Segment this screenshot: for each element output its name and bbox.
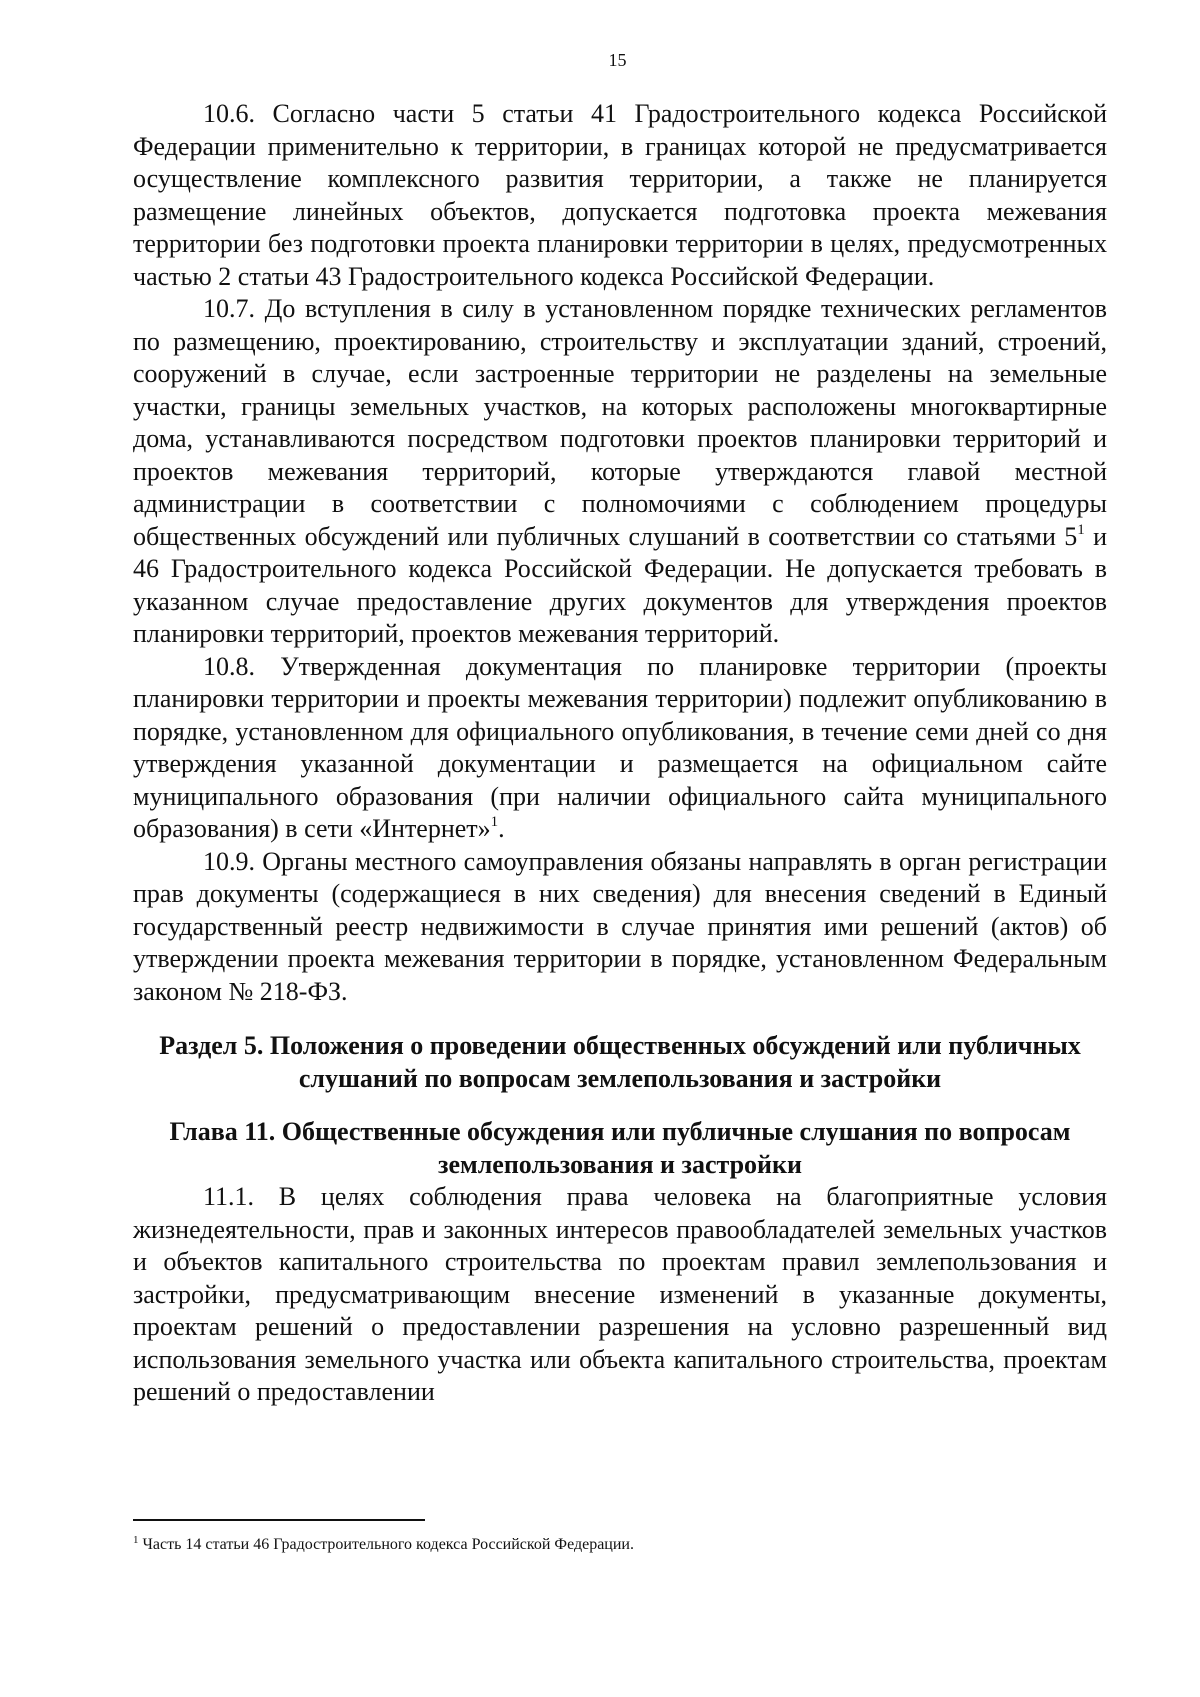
paragraph-10-8-text: 10.8. Утвержденная документация по планировке территории (проекты планировки территории и проекты межевания территории) подлежит опубликованию в порядке, установленном для официального опубликования, в течение семи дней со дня утверждения указанной документации и размещается на официальном сайте муниципального образования (при наличии официального сайта муниципального образования) в сети «Интернет» — [133, 651, 1107, 843]
paragraph-10-6: 10.6. Согласно части 5 статьи 41 Градостроительного кодекса Российской Федерации применительно к территории, в границах которой не предусматривается осуществление комплексного развития территории, а также не планируется размещение линейных объектов, допускается подготовка проекта межевания территории без подготовки проекта планировки территории в целях, предусмотренных частью 2 статьи 43 Градостроительного кодекса Российской Федерации. — [133, 99, 1107, 291]
document-body — [133, 98, 1107, 1409]
paragraph-10-7-text-start: 10.7. До вступления в силу в установленном порядке технических регламентов по размещению, проектированию, строительству и эксплуатации зданий, строений, сооружений в случае, если застроенные территории не разделены на земельные участки, границы земельных участков, на которых расположены многоквартирные дома, устанавливаются посредством подготовки проектов планировки территорий и проектов межевания территорий, которые утверждаются главой местной администрации в соответствии с полномочиями с соблюдением процедуры общественных обсуждений или публичных слушаний в соответствии со статьями 5 — [133, 294, 1107, 551]
paragraph-11-1: 11.1. В целях соблюдения права человека на благоприятные условия жизнедеятельности, прав и законных интересов правообладателей земельных участков и объектов капитального строительства по проектам правил землепользования и застройки, предусматривающим внесение изменений в указанные документы, проектам решений о предоставлении разрешения на условно разрешенный вид использования земельного участка или объекта капитального строительства, проектам решений о предоставлении — [133, 1182, 1107, 1406]
superscript-exponent: 1 — [1077, 521, 1085, 538]
footnote-separator — [133, 1519, 425, 1521]
section-5-heading: Раздел 5. Положения о проведении общественных обсуждений или публичных слушаний по вопросам землепользования и застройки — [159, 1031, 1081, 1093]
paragraph-10-9: 10.9. Органы местного самоуправления обязаны направлять в орган регистрации прав документы (содержащиеся в них сведения) для внесения сведений в Единый государственный реестр недвижимости в случае принятия ими решений (актов) об утверждении проекта межевания территории в порядке, установленном Федеральным законом № 218-ФЗ. — [133, 846, 1107, 1006]
chapter-11-heading: Глава 11. Общественные обсуждения или публичные слушания по вопросам землепользования и застройки — [169, 1117, 1071, 1179]
paragraph-10-8 — [133, 651, 1107, 846]
footnote-reference[interactable]: 1 — [490, 814, 499, 830]
footnote — [133, 1534, 1107, 1556]
footnote-marker: 1 — [133, 1534, 139, 1546]
paragraph-10-7 — [133, 293, 1107, 651]
paragraph-10-7-text-end: и 46 Градостроительного кодекса Российской Федерации. Не допускается требовать в указанном случае предоставление других документов для утверждения проектов планировки территорий, проектов межевания территорий. — [133, 521, 1107, 648]
paragraph-10-8-period: . — [498, 814, 505, 843]
footnote-text: Часть 14 статьи 46 Градостроительного кодекса Российской Федерации. — [138, 1536, 634, 1553]
page-number: 15 — [608, 50, 627, 70]
